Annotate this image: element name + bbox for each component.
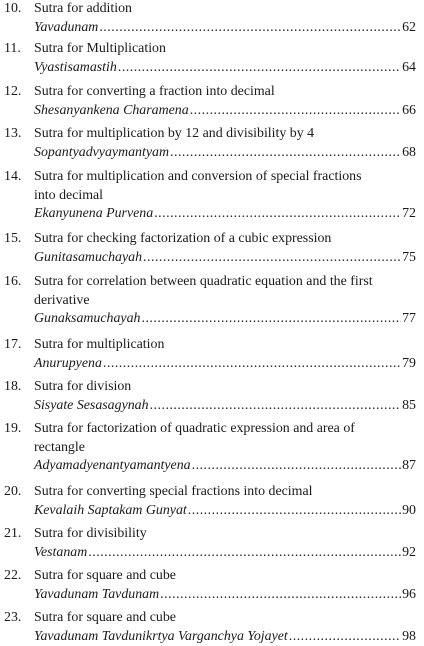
toc-entry-title-line bbox=[0, 0, 424, 18]
toc-entry-number: 11. bbox=[4, 41, 21, 56]
toc-entry-number: 16. bbox=[4, 274, 22, 289]
toc-entry-number: 23. bbox=[4, 610, 22, 625]
toc-entry-title-line bbox=[0, 230, 424, 248]
sutra-name: Sisyate Sesasagynah bbox=[34, 397, 149, 413]
toc-entry-sutra-line[interactable] bbox=[34, 457, 416, 475]
toc-entry-number: 21. bbox=[4, 526, 22, 541]
toc-entry-sutra-line[interactable] bbox=[34, 628, 416, 646]
page-number: 68 bbox=[402, 144, 416, 160]
dot-leader bbox=[289, 628, 401, 646]
toc-entry-title-line bbox=[0, 125, 424, 143]
sutra-name: Anurupyena bbox=[34, 355, 102, 371]
toc-entry-number: 19. bbox=[4, 421, 22, 436]
toc-entry-sutra-line[interactable] bbox=[34, 586, 416, 604]
toc-entry-number: 13. bbox=[4, 126, 22, 141]
toc-entry-description: Sutra for Multiplication bbox=[34, 41, 166, 56]
toc-entry-sutra-line[interactable] bbox=[34, 355, 416, 373]
toc-entry-number: 17. bbox=[4, 337, 22, 352]
sutra-name: Vestanam bbox=[34, 544, 88, 560]
toc-entry-sutra-line[interactable] bbox=[34, 249, 416, 267]
dot-leader bbox=[88, 544, 401, 562]
toc-entry-sutra-line[interactable] bbox=[34, 544, 416, 562]
sutra-name: Yavadunam Tavdunam bbox=[34, 586, 160, 602]
toc-entry-title-line bbox=[0, 525, 424, 543]
dot-leader bbox=[103, 355, 401, 373]
dot-leader bbox=[160, 586, 401, 604]
page-number: 92 bbox=[402, 544, 416, 560]
dot-leader bbox=[143, 249, 401, 267]
toc-entry-description: Sutra for square and cube bbox=[34, 610, 176, 625]
toc-entry-title-line bbox=[0, 336, 424, 354]
page-number: 85 bbox=[402, 397, 416, 413]
dot-leader bbox=[141, 310, 401, 328]
page-number: 64 bbox=[402, 59, 416, 75]
sutra-name: Yavadunam bbox=[34, 19, 99, 35]
toc-entry-sutra-line[interactable] bbox=[34, 502, 416, 520]
sutra-name: Adyamadyenantyamantyena bbox=[34, 458, 191, 473]
sutra-name: Sopantyadvyaymantyam bbox=[34, 144, 170, 160]
dot-leader bbox=[188, 502, 401, 520]
toc-entry-description: Sutra for factorization of quadratic expression and area of bbox=[34, 421, 355, 436]
toc-entry-title-line bbox=[0, 609, 424, 627]
toc-entry-description: derivative bbox=[34, 292, 90, 308]
toc-entry-number: 15. bbox=[4, 231, 22, 246]
sutra-name: Yavadunam Tavdunikrtya Varganchya Yojayet bbox=[34, 628, 288, 644]
toc-entry-description: Sutra for correlation between quadratic equation and the first bbox=[34, 274, 373, 289]
page-number: 77 bbox=[402, 311, 416, 326]
toc-entry-sutra-line[interactable] bbox=[34, 144, 416, 162]
toc-entry-description: Sutra for multiplication and conversion of special fractions bbox=[34, 169, 362, 184]
page-number: 75 bbox=[402, 249, 416, 265]
toc-entry-number: 22. bbox=[4, 568, 22, 583]
toc-entry-description: Sutra for multiplication by 12 and divisibility by 4 bbox=[34, 126, 315, 141]
sutra-name: Gunaksamuchayah bbox=[34, 311, 141, 326]
toc-entry-sutra-line[interactable] bbox=[34, 310, 416, 328]
toc-entry-title-line bbox=[0, 439, 424, 457]
toc-entry-title-line bbox=[0, 420, 424, 438]
page-number: 96 bbox=[402, 586, 416, 602]
toc-entry-title-line bbox=[0, 273, 424, 291]
toc-entry-description: rectangle bbox=[34, 439, 85, 455]
toc-entry-title-line bbox=[0, 483, 424, 501]
toc-entry-title-line bbox=[0, 187, 424, 205]
dot-leader bbox=[170, 144, 401, 162]
toc-entry-sutra-line[interactable] bbox=[34, 19, 416, 37]
toc-entry-description: Sutra for addition bbox=[34, 1, 132, 16]
page-number: 79 bbox=[402, 355, 416, 371]
toc-entry-description: Sutra for converting special fractions into decimal bbox=[34, 484, 313, 499]
toc-entry-number: 10. bbox=[4, 1, 22, 16]
toc-entry-number: 12. bbox=[4, 84, 22, 99]
toc-entry-title-line bbox=[0, 168, 424, 186]
sutra-name: Vyastisamastih bbox=[34, 59, 117, 75]
toc-entry-sutra-line[interactable] bbox=[34, 102, 416, 120]
page-number: 72 bbox=[402, 206, 416, 221]
toc-entry-title-line bbox=[0, 378, 424, 396]
toc-entry-title-line bbox=[0, 567, 424, 585]
toc-entry-description: Sutra for divisibility bbox=[34, 526, 147, 541]
sutra-name: Kevalaih Saptakam Gunyat bbox=[34, 502, 187, 518]
toc-entry-sutra-line[interactable] bbox=[34, 397, 416, 415]
toc-entry-title-line bbox=[0, 40, 424, 58]
toc-entry-number: 14. bbox=[4, 169, 22, 184]
dot-leader bbox=[190, 102, 401, 120]
toc-entry-description: Sutra for square and cube bbox=[34, 568, 176, 583]
page-number: 90 bbox=[402, 502, 416, 518]
dot-leader bbox=[154, 205, 401, 223]
toc-entry-title-line bbox=[0, 83, 424, 101]
page-number: 87 bbox=[402, 458, 416, 473]
dot-leader bbox=[192, 457, 402, 475]
toc-entry-description: Sutra for checking factorization of a cubic expression bbox=[34, 231, 332, 246]
toc-entry-description: into decimal bbox=[34, 187, 104, 203]
dot-leader bbox=[150, 397, 402, 415]
page-number: 98 bbox=[402, 628, 416, 644]
toc-entry-title-line bbox=[0, 292, 424, 310]
toc-entry-number: 20. bbox=[4, 484, 22, 499]
toc-entry-description: Sutra for converting a fraction into decimal bbox=[34, 84, 275, 99]
dot-leader bbox=[99, 19, 401, 37]
toc-entry-sutra-line[interactable] bbox=[34, 59, 416, 77]
dot-leader bbox=[118, 59, 401, 77]
page-number: 66 bbox=[402, 102, 416, 118]
toc-entry-number: 18. bbox=[4, 379, 22, 394]
toc-entry-description: Sutra for division bbox=[34, 379, 132, 394]
toc-entry-description: Sutra for multiplication bbox=[34, 337, 165, 352]
sutra-name: Shesanyankena Charamena bbox=[34, 102, 189, 118]
page-number: 62 bbox=[402, 19, 416, 35]
sutra-name: Gunitasamuchayah bbox=[34, 249, 143, 265]
toc-entry-sutra-line[interactable] bbox=[34, 205, 416, 223]
sutra-name: Ekanyunena Purvena bbox=[34, 206, 154, 221]
